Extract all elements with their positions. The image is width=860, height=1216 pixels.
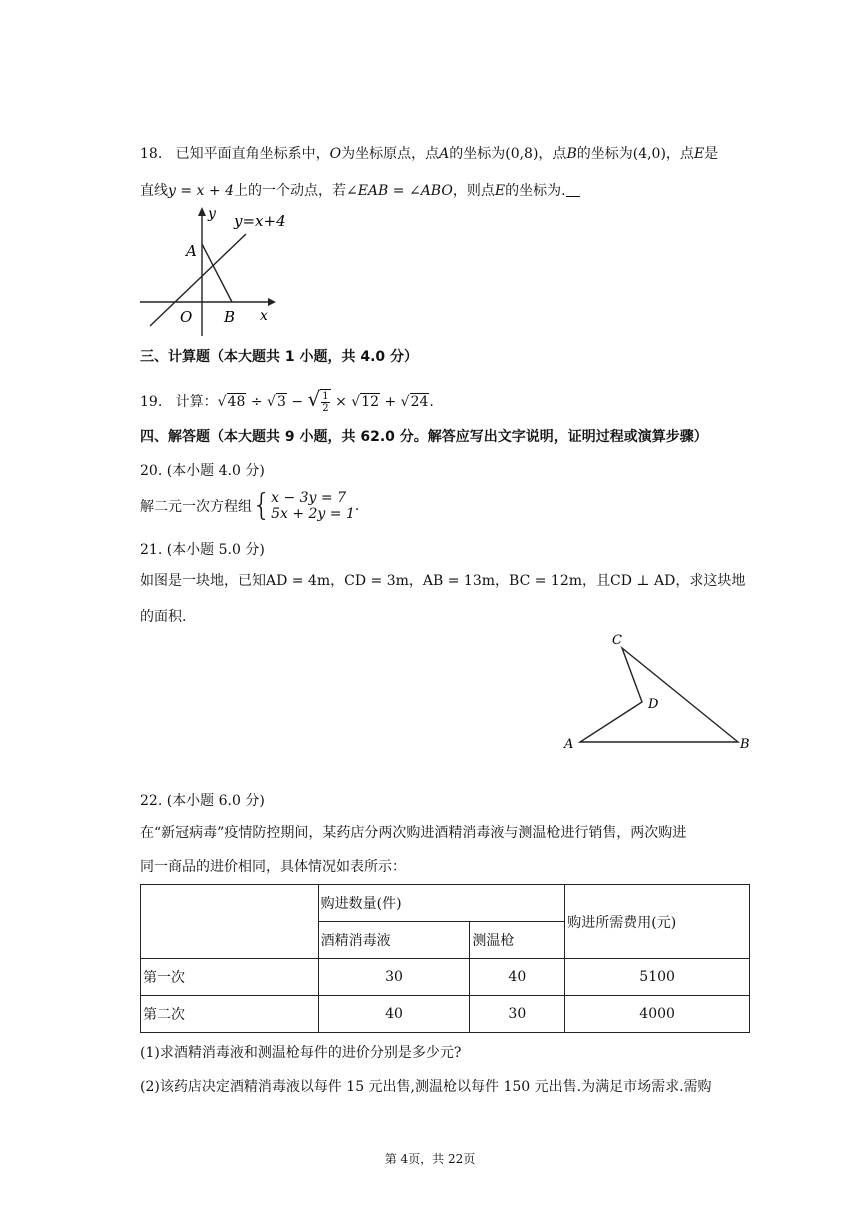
- q22-line1: 在“新冠病毒”疫情防控期间，某药店分两次购进酒精消毒液与测温枪进行销售，两次购进: [140, 825, 687, 841]
- point-a-label: A: [564, 737, 574, 752]
- q20-body: 解二元一次方程组{ x − 3y = 7 5x + 2y = 1 .: [140, 488, 360, 523]
- q18-angle-condition: ∠EAB = ∠ABO: [345, 183, 453, 199]
- point-c-label: C: [612, 633, 622, 648]
- y-axis-arrow: [198, 207, 206, 216]
- table-row: 第二次 40 30 4000: [141, 996, 750, 1033]
- section-3-heading: 三、计算题（本大题共 1 小题，共 4.0 分）: [140, 349, 419, 365]
- point-o-label: O: [180, 308, 193, 326]
- q18-number: 18.: [140, 146, 163, 162]
- table-header-row: [141, 885, 750, 922]
- fraction-one-half: $\frac{1}{2}$: [322, 390, 329, 414]
- page-footer: 第 4页，共 22页: [384, 1152, 476, 1166]
- header-cost: 购进所需费用(元): [565, 885, 750, 959]
- header-quantity: 购进数量(件): [318, 885, 565, 922]
- q19: 19. 计算：√48 ÷ √3 − √ $\frac{1}{2}$ × √12 + √24.: [140, 387, 434, 414]
- x-label: x: [260, 308, 268, 324]
- q22-line2: 同一商品的进价相同，具体情况如表所示：: [140, 859, 406, 875]
- q20-header: 20. (本小题 4.0 分): [140, 463, 265, 479]
- q21-line2: 的面积.: [140, 609, 187, 625]
- table-row: 第一次 30 40 5100: [141, 959, 750, 996]
- equation-system: x − 3y = 7 5x + 2y = 1: [271, 490, 355, 522]
- point-b-label: B: [224, 308, 236, 326]
- answer-blank: [566, 182, 580, 197]
- q21-quadrilateral-figure: [560, 628, 760, 756]
- q21-header: 21. (本小题 5.0 分): [140, 542, 265, 558]
- point-d-label: D: [648, 697, 659, 712]
- q22-subquestion-2: (2)该药店决定酒精消毒液以每件 15 元出售,测温枪以每件 150 元出售.为满足市场需求.需购: [140, 1079, 712, 1095]
- q18-coordinate-figure: [138, 204, 286, 338]
- y-label: y: [208, 206, 216, 222]
- purchase-table: [140, 884, 750, 1033]
- section-4-heading: 四、解答题（本大题共 9 小题，共 62.0 分。解答应写出文字说明，证明过程或演算步骤）: [140, 429, 708, 445]
- q21-line1: 如图是一块地，已知AD = 4m，CD = 3m，AB = 13m，BC = 12m，且CD ⊥ AD，求这块地: [140, 573, 746, 589]
- q22-header: 22. (本小题 6.0 分): [140, 793, 265, 809]
- segment-ab: [202, 244, 232, 302]
- x-axis-arrow: [268, 298, 276, 306]
- header-thermometer-gun: 测温枪: [470, 922, 565, 959]
- point-b-label: B: [740, 737, 750, 752]
- q18-line2: 直线y = x + 4上的一个动点，若∠EAB = ∠ABO，则点E的坐标为.: [140, 180, 580, 202]
- table-corner-cell: [141, 885, 319, 959]
- q18-line1: 18. 已知平面直角坐标系中，O为坐标原点，点A的坐标为(0,8)，点B的坐标为(4,0)，点E是: [140, 146, 719, 162]
- q18-line-equation: y = x + 4: [168, 183, 234, 199]
- line-label: y=x+4: [234, 212, 286, 230]
- header-alcohol: 酒精消毒液: [318, 922, 470, 959]
- quadrilateral-abcd: [580, 648, 738, 742]
- q22-subquestion-1: (1)求酒精消毒液和测温枪每件的进价分别是多少元?: [140, 1045, 462, 1061]
- system-brace: {: [252, 488, 272, 523]
- point-a-label: A: [186, 242, 197, 260]
